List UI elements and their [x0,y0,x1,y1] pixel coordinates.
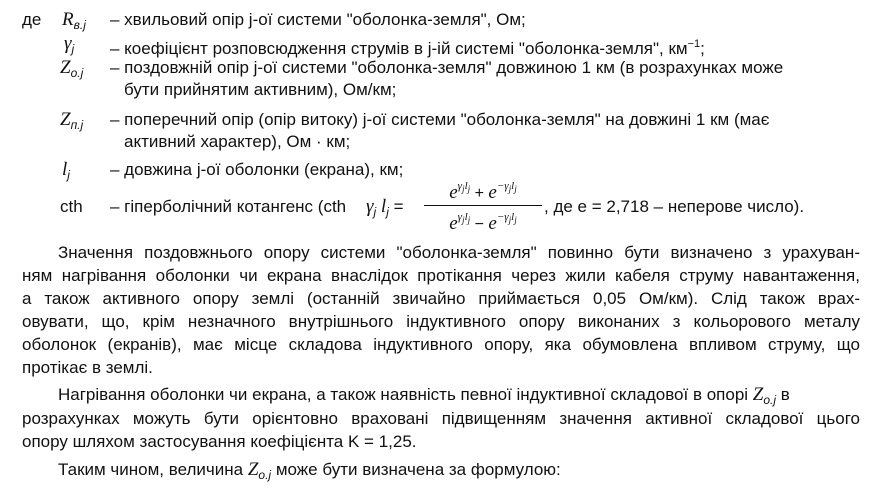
symbol-z: Z [752,384,764,405]
cth-after-text: , де e = 2,718 – неперове число). [544,197,805,216]
definition-text: – поперечний опір (опір витоку) j-ої системи "оболонка-земля" на довжині 1 км (має [110,110,770,129]
symbol-z-subscript: п.j [70,118,84,132]
definition-continuation: бути прийнятим активним), Ом/км; [124,80,397,99]
definition-text: – довжина j-ої оболонки (екрана), км; [110,160,404,179]
symbol-z-subscript: o.j [70,66,84,80]
definition-text-zn [110,110,769,130]
definition-symbol-cth [60,197,83,217]
paragraph-3: Таким чином, величина $Z_{o.j}$ може бути визначена за формулою: [58,459,561,482]
paragraph-1-line-2: ням нагрівання оболонки чи екрана внаслідок протікання через жили кабеля струму навантаження, [22,266,860,285]
symbol-gamma: γ [64,33,72,54]
definition-text: – коефіцієнт розповсюдження струмів в j-ій системі "оболонка-земля", км [110,39,688,58]
cth-equals: = [393,197,404,216]
definition-tail: ; [700,39,705,58]
cth-numerator: $e^{\gamma_jl_j} + e^{-\gamma_jl_j}$ [449,180,517,203]
symbol-z: Z [60,57,71,78]
definition-text-cth [110,197,346,217]
cth-fraction [424,176,542,235]
definition-lead [22,10,41,30]
cth-gamma-sub: j [373,205,377,219]
symbol-r: R [62,9,74,30]
definition-text: – хвильовий опір j-ої системи "оболонка-земля", Ом; [110,10,526,29]
symbol-gamma-subscript: j [71,42,75,56]
definition-symbol-gamma [64,34,74,59]
paragraph-1-line-5: оболонок (екранів), має місце складова індуктивного опору, яка обумовлена впливом струму, що [22,335,860,354]
symbol-z-subscript: o.j [258,468,272,482]
cth-gamma: γ [366,196,374,217]
definition-symbol-zo [60,58,83,83]
definition-text-zo [110,58,783,78]
cth-lhs [366,197,404,222]
definition-text-r [110,10,526,30]
fraction-bar [424,205,542,206]
definition-symbol-l [62,160,70,185]
definition-text-gamma [110,34,705,59]
cth-denominator: $e^{\gamma_jl_j} - e^{-\gamma_jl_j}$ [449,211,517,234]
paragraph-2-line-1: Нагрівання оболонки чи екрана, а також наявність певної індуктивної складової в опорі $Z_{o.j}$ в [58,384,790,407]
paragraph-1-line-6: протікає в землі. [22,358,153,377]
definition-continuation-zn [124,132,350,152]
unit-superscript: −1 [687,38,701,50]
definition-continuation: активний характер), Ом · км; [124,132,351,151]
symbol-l-subscript: j [67,168,70,182]
symbol-r-subscript: в.j [73,18,86,32]
lead-word: де [22,10,42,29]
cth-after [544,197,804,217]
paragraph-1-line-1: Значення поздовжнього опору системи "оболонка-земля" повинно бути визначено з урахуван- [58,243,860,262]
cth-l: l [380,196,387,217]
paragraph-1-line-4: овувати, що, крім незначного внутрішнього індуктивного опору виконаних з кольорового металу [22,312,860,331]
definition-symbol-r [62,10,86,35]
symbol-l: l [62,159,68,180]
paragraph-1-line-3: а також активного опору землі (останній звичайно приймається 0,05 Ом/км). Слід також врах- [22,289,860,308]
symbol-cth: cth [60,197,83,216]
symbol-z: Z [60,109,71,130]
cth-l-sub: j [386,205,389,219]
paragraph-2-line-3: опору шляхом застосування коефіцієнта K = 1,25. [22,432,417,451]
definition-symbol-zn [60,110,83,135]
definition-text-l [110,160,403,180]
symbol-z: Z [247,459,259,480]
symbol-z-subscript: o.j [763,393,777,407]
definition-text: – поздовжній опір j-ої системи "оболонка-земля" довжиною 1 км (в розрахунках може [110,58,784,77]
paragraph-2-line-2: розрахунках можуть бути орієнтовно враховані підвищенням значення активної складової цього [22,409,860,428]
definition-text: – гіперболічний котангенс (cth [110,197,347,216]
definition-continuation-zo [124,80,396,100]
